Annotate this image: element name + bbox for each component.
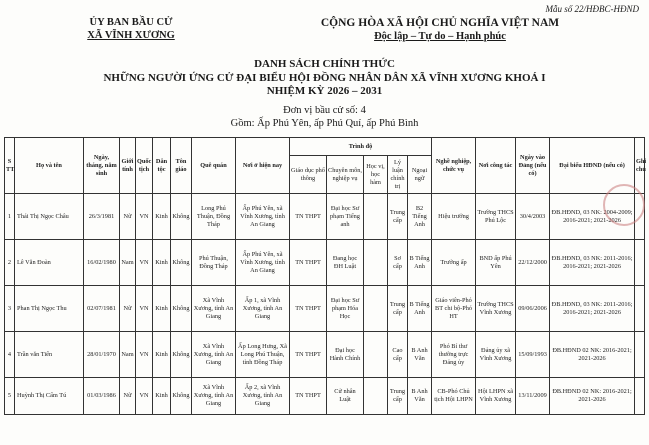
cell-residence: Ấp Phú Yên, xã Vĩnh Xương, tỉnh An Giang <box>236 240 290 286</box>
document-titles <box>0 58 649 99</box>
cell-stt: 3 <box>5 286 15 332</box>
issuer-header <box>46 16 216 42</box>
cell-stt: 5 <box>5 378 15 415</box>
table-row <box>5 286 645 332</box>
col-specialty: Chuyên môn, nghiệp vụ <box>327 156 364 194</box>
national-header <box>270 16 610 44</box>
cell-gender: Nam <box>120 240 136 286</box>
cell-nationality: VN <box>136 378 153 415</box>
cell-ethnicity: Kinh <box>153 332 171 378</box>
cell-name: Phan Thị Ngọc Thu <box>15 286 84 332</box>
cell-gender: Nam <box>120 332 136 378</box>
cell-dob: 28/01/1970 <box>84 332 120 378</box>
col-ethnicity: Dân tộc <box>153 138 171 194</box>
cell-job: Phó Bí thư thường trực Đảng ủy <box>432 332 476 378</box>
cell-general: TN THPT <box>290 286 327 332</box>
candidates-table <box>4 137 645 415</box>
cell-religion: Không <box>171 194 192 240</box>
col-residence: Nơi ở hiện nay <box>236 138 290 194</box>
cell-party: 15/09/1993 <box>516 332 550 378</box>
cell-ethnicity: Kinh <box>153 286 171 332</box>
cell-hometown: Long Phú Thuận, Đồng Tháp <box>192 194 236 240</box>
cell-gender: Nữ <box>120 194 136 240</box>
col-political: Lý luận chính trị <box>388 156 408 194</box>
cell-language: B Anh Văn <box>408 332 432 378</box>
cell-general: TN THPT <box>290 378 327 415</box>
cell-residence: Ấp Long Hưng, Xã Long Phú Thuận, tỉnh Đồng Tháp <box>236 332 290 378</box>
cell-specialty: Đại học Hành Chính <box>327 332 364 378</box>
cell-job: Hiệu trưởng <box>432 194 476 240</box>
cell-degree <box>364 240 388 286</box>
issuer-line2: XÃ VĨNH XƯƠNG <box>87 30 175 41</box>
national-motto: Độc lập – Tự do – Hạnh phúc <box>374 31 506 42</box>
col-general: Giáo dục phổ thông <box>290 156 327 194</box>
cell-party: 09/06/2006 <box>516 286 550 332</box>
cell-ethnicity: Kinh <box>153 240 171 286</box>
cell-stt: 2 <box>5 240 15 286</box>
cell-hometown: Xã Vĩnh Xương, tỉnh An Giang <box>192 286 236 332</box>
cell-gender: Nữ <box>120 286 136 332</box>
col-education: Trình độ <box>290 138 432 156</box>
col-party: Ngày vào Đảng (nếu có) <box>516 138 550 194</box>
cell-nationality: VN <box>136 286 153 332</box>
cell-workplace: Đảng ủy xã Vĩnh Xương <box>476 332 516 378</box>
cell-degree <box>364 286 388 332</box>
title-sub: NHỮNG NGƯỜI ỨNG CỬ ĐẠI BIỂU HỘI ĐỒNG NHÂN DÂN XÃ VĨNH XƯƠNG KHOÁ I <box>103 71 546 84</box>
cell-ethnicity: Kinh <box>153 194 171 240</box>
issuer-line1: ỦY BAN BẦU CỬ <box>89 17 173 28</box>
col-workplace: Nơi công tác <box>476 138 516 194</box>
col-religion: Tôn giáo <box>171 138 192 194</box>
cell-language: B Anh Văn <box>408 378 432 415</box>
col-nationality: Quốc tịch <box>136 138 153 194</box>
cell-job: Giáo viên-Phó BT chi bộ-Phó HT <box>432 286 476 332</box>
cell-stt: 4 <box>5 332 15 378</box>
national-title: CỘNG HÒA XÃ HỘI CHỦ NGHĨA VIỆT NAM <box>320 17 560 29</box>
cell-language: B Tiếng Anh <box>408 286 432 332</box>
col-job: Nghề nghiệp, chức vụ <box>432 138 476 194</box>
cell-degree <box>364 194 388 240</box>
cell-party: 13/11/2009 <box>516 378 550 415</box>
title-term: NHIỆM KỲ 2026 – 2031 <box>266 85 383 97</box>
cell-job: Trưởng ấp <box>432 240 476 286</box>
title-main: DANH SÁCH CHÍNH THỨC <box>254 58 395 70</box>
cell-name: Lê Văn Đoàn <box>15 240 84 286</box>
cell-political: Trung cấp <box>388 378 408 415</box>
table-row <box>5 240 645 286</box>
cell-language: B Tiếng Anh <box>408 240 432 286</box>
cell-party: 22/12/2000 <box>516 240 550 286</box>
cell-political: Trung cấp <box>388 286 408 332</box>
cell-religion: Không <box>171 286 192 332</box>
table-row <box>5 378 645 415</box>
col-degree: Học vị, học hàm <box>364 156 388 194</box>
cell-hometown: Xã Vĩnh Xương, tỉnh An Giang <box>192 332 236 378</box>
cell-name: Trần văn Tiến <box>15 332 84 378</box>
cell-delegate: ĐB.HĐND, 03 NK: 2004-2009; 2016-2021; 2021-2026 <box>550 194 635 240</box>
cell-degree <box>364 378 388 415</box>
col-dob: Ngày, tháng, năm sinh <box>84 138 120 194</box>
table-row <box>5 194 645 240</box>
col-stt: S TT <box>5 138 15 194</box>
cell-dob: 02/07/1981 <box>84 286 120 332</box>
cell-dob: 26/3/1981 <box>84 194 120 240</box>
cell-name: Huỳnh Thị Cẩm Tú <box>15 378 84 415</box>
cell-stt: 1 <box>5 194 15 240</box>
col-language: Ngoại ngữ <box>408 156 432 194</box>
cell-language: B2 Tiếng Anh <box>408 194 432 240</box>
cell-residence: Ấp 2, xã Vĩnh Xương, tỉnh An Giang <box>236 378 290 415</box>
form-number: Mẫu số 22/HĐBC-HĐND <box>545 4 639 14</box>
cell-delegate: ĐB.HĐND, 03 NK: 2011-2016; 2016-2021; 2021-2026 <box>550 240 635 286</box>
col-name: Họ và tên <box>15 138 84 194</box>
cell-workplace: Trường THCS Vĩnh Xương <box>476 286 516 332</box>
col-hometown: Quê quán <box>192 138 236 194</box>
cell-dob: 16/02/1980 <box>84 240 120 286</box>
cell-ethnicity: Kinh <box>153 378 171 415</box>
col-gender: Giới tính <box>120 138 136 194</box>
cell-nationality: VN <box>136 332 153 378</box>
cell-political: Trung cấp <box>388 194 408 240</box>
cell-residence: Ấp Phú Yên, xã Vĩnh Xương, tỉnh An Giang <box>236 194 290 240</box>
cell-note <box>635 240 645 286</box>
cell-party: 30/4/2003 <box>516 194 550 240</box>
cell-hometown: Xã Vĩnh Xương, tỉnh An Giang <box>192 378 236 415</box>
col-note: Ghi chú <box>635 138 645 194</box>
cell-hometown: Phú Thuận, Đồng Tháp <box>192 240 236 286</box>
electoral-areas: Gồm: Ấp Phú Yên, ấp Phú Quí, ấp Phú Bình <box>230 118 419 129</box>
cell-name: Thái Thị Ngọc Châu <box>15 194 84 240</box>
cell-religion: Không <box>171 378 192 415</box>
cell-specialty: Cử nhân Luật <box>327 378 364 415</box>
cell-general: TN THPT <box>290 194 327 240</box>
cell-delegate: ĐB.HĐND 02 NK: 2016-2021; 2021-2026 <box>550 332 635 378</box>
cell-workplace: Hội LHPN xã Vĩnh Xương <box>476 378 516 415</box>
cell-workplace: BND ấp Phú Yên <box>476 240 516 286</box>
cell-specialty: Đại học Sư phạm Tiếng anh <box>327 194 364 240</box>
cell-note <box>635 378 645 415</box>
cell-delegate: ĐB.HĐND, 03 NK: 2011-2016; 2016-2021; 2021-2026 <box>550 286 635 332</box>
cell-religion: Không <box>171 240 192 286</box>
cell-workplace: Trường THCS Phú Lộc <box>476 194 516 240</box>
cell-general: TN THPT <box>290 240 327 286</box>
table-row <box>5 332 645 378</box>
cell-job: CB-Phó Chủ tịch Hội LHPN <box>432 378 476 415</box>
cell-political: Sơ cấp <box>388 240 408 286</box>
cell-religion: Không <box>171 332 192 378</box>
cell-delegate: ĐB.HĐND 02 NK: 2016-2021; 2021-2026 <box>550 378 635 415</box>
cell-dob: 01/03/1986 <box>84 378 120 415</box>
cell-gender: Nữ <box>120 378 136 415</box>
electoral-unit: Đơn vị bầu cử số: 4 <box>283 105 366 116</box>
col-delegate: Đại biểu HĐND (nếu có) <box>550 138 635 194</box>
cell-specialty: Đại học Sư phạm Hóa Học <box>327 286 364 332</box>
cell-general: TN THPT <box>290 332 327 378</box>
cell-specialty: Đang học ĐH Luật <box>327 240 364 286</box>
cell-political: Cao cấp <box>388 332 408 378</box>
cell-nationality: VN <box>136 240 153 286</box>
cell-note <box>635 332 645 378</box>
cell-residence: Ấp 1, xã Vĩnh Xương, tỉnh An Giang <box>236 286 290 332</box>
red-seal <box>603 184 645 226</box>
cell-nationality: VN <box>136 194 153 240</box>
cell-note <box>635 286 645 332</box>
cell-degree <box>364 332 388 378</box>
